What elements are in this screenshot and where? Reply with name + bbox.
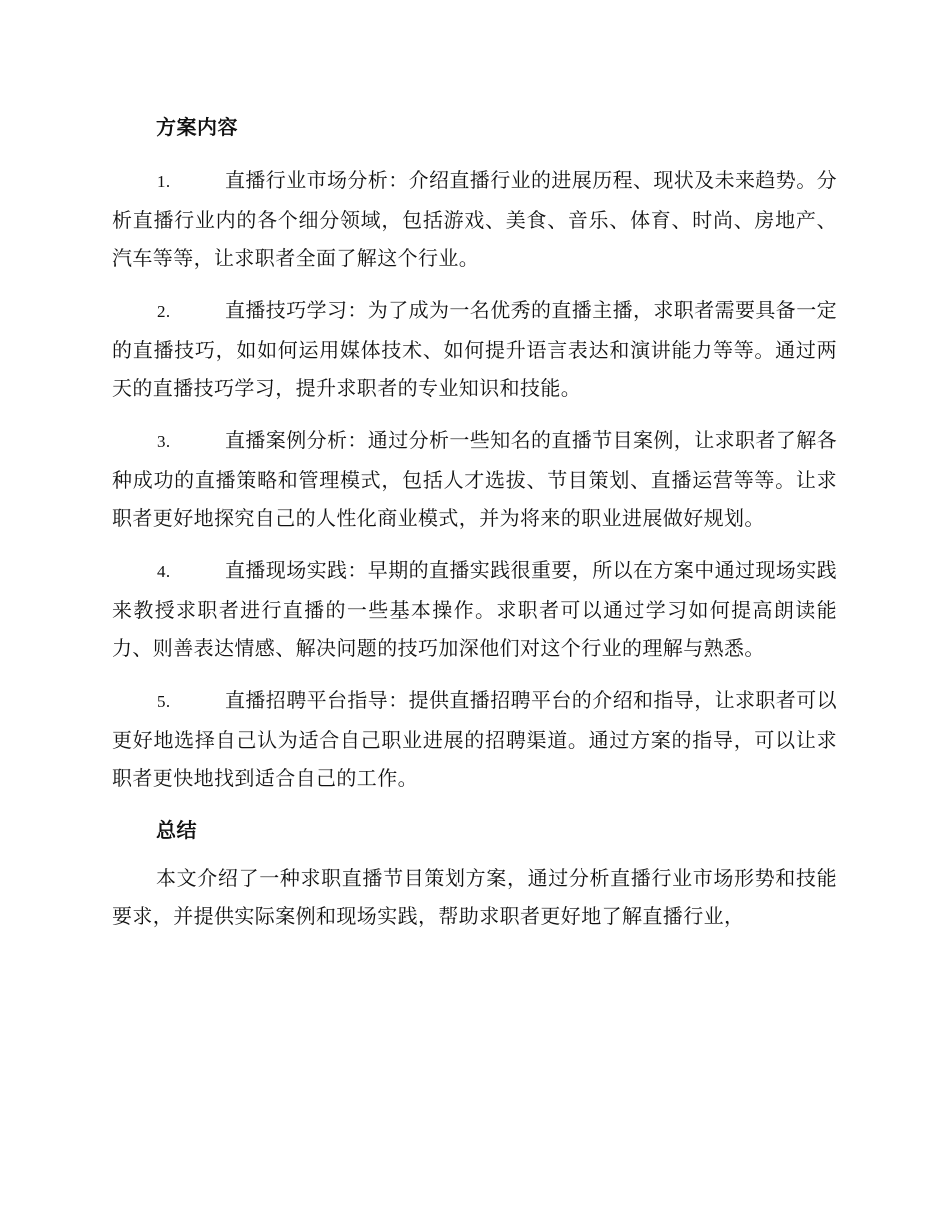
plan-item-1-number: 1. — [157, 172, 171, 191]
plan-item-4-number: 4. — [157, 562, 171, 581]
plan-item-1-text: 直播行业市场分析：介绍直播行业的进展历程、现状及未来趋势。分析直播行业内的各个细分领域，包括游戏、美食、音乐、体育、时尚、房地产、汽车等等，让求职者全面了解这个行业。 — [112, 168, 837, 270]
plan-content-heading: 方案内容 — [156, 115, 238, 139]
plan-item-2-number: 2. — [157, 302, 171, 321]
plan-item-3-text: 直播案例分析：通过分析一些知名的直播节目案例，让求职者了解各种成功的直播策略和管理模式，包括人才选拔、节目策划、直播运营等等。让求职者更好地探究自己的人性化商业模式，并为将来的职业进展做好规划。 — [112, 428, 837, 530]
plan-item-5-number: 5. — [157, 692, 171, 711]
plan-item-1 — [112, 161, 837, 277]
document-content — [112, 108, 837, 935]
summary-paragraph: 本文介绍了一种求职直播节目策划方案，通过分析直播行业市场形势和技能要求，并提供实际案例和现场实践，帮助求职者更好地了解直播行业， — [112, 866, 837, 928]
plan-item-4-text: 直播现场实践：早期的直播实践很重要，所以在方案中通过现场实践来教授求职者进行直播的一些基本操作。求职者可以通过学习如何提高朗读能力、则善表达情感、解决问题的技巧加深他们对这个行业的理解与熟悉。 — [112, 558, 837, 660]
plan-item-5-text: 直播招聘平台指导：提供直播招聘平台的介绍和指导，让求职者可以更好地选择自己认为适合自己职业进展的招聘渠道。通过方案的指导，可以让求职者更快地找到适合自己的工作。 — [112, 688, 837, 790]
plan-item-4 — [112, 551, 837, 667]
summary-heading: 总结 — [156, 818, 197, 842]
plan-item-3-number: 3. — [157, 432, 171, 451]
plan-item-2 — [112, 291, 837, 407]
plan-item-3 — [112, 421, 837, 537]
plan-item-5 — [112, 681, 837, 797]
plan-item-2-text: 直播技巧学习：为了成为一名优秀的直播主播，求职者需要具备一定的直播技巧，如如何运用媒体技术、如何提升语言表达和演讲能力等等。通过两天的直播技巧学习，提升求职者的专业知识和技能。 — [112, 298, 837, 400]
